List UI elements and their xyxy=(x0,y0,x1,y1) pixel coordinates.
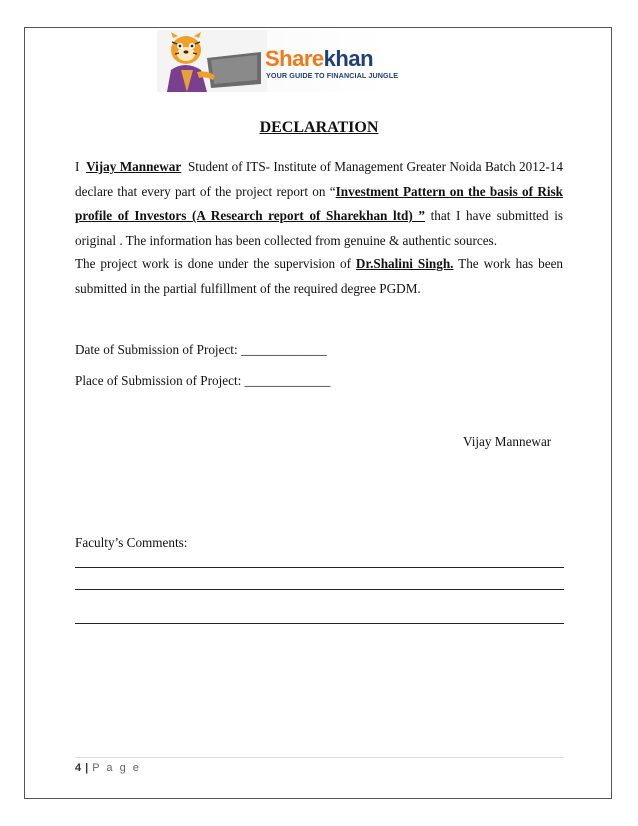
declaration-pronoun: I xyxy=(75,159,80,174)
comment-line-1 xyxy=(75,567,564,568)
faculty-comments-label: Faculty’s Comments: xyxy=(75,535,188,550)
page-label: P a g e xyxy=(92,762,141,774)
date-label: Date of Submission of Project: xyxy=(75,342,241,357)
supervision-text-b: The work has been submitted in the partial fulfillment of the required degree PGDM. xyxy=(75,256,564,296)
supervision-text-a: The project work is done under the supervision of xyxy=(75,256,356,271)
brand-name-part-a: Share xyxy=(265,46,324,71)
footer-pipe: | xyxy=(85,762,89,774)
place-label: Place of Submission of Project: xyxy=(75,373,245,388)
tiger-mascot-icon xyxy=(157,30,267,92)
declaration-paragraph xyxy=(75,155,563,253)
page-number: 4 xyxy=(75,762,82,774)
signature-name: Vijay Mannewar xyxy=(463,434,552,449)
brand-name-part-b: khan xyxy=(323,46,374,71)
page-title: DECLARATION xyxy=(259,119,379,136)
footer-separator xyxy=(75,757,564,758)
declaration-text-a: Student of ITS- Institute of Management Greater Noida Batch 2012-14 declare that every part of the project report on “ xyxy=(75,159,563,199)
place-of-submission xyxy=(75,373,330,389)
student-name: Vijay Mannewar xyxy=(86,159,182,174)
page-footer xyxy=(75,762,141,774)
sharekhan-logo xyxy=(157,30,399,90)
comment-line-3 xyxy=(75,623,564,624)
place-blank: _____________ xyxy=(244,373,331,388)
supervisor-name: Dr.Shalini Singh. xyxy=(355,256,454,271)
brand-name xyxy=(265,48,373,70)
date-blank: _____________ xyxy=(240,342,327,357)
page-border xyxy=(24,27,612,799)
brand-tagline: YOUR GUIDE TO FINANCIAL JUNGLE xyxy=(266,71,399,80)
declaration-text-b: that I have submitted is original . The information has been collected from genuine & authentic sources. xyxy=(75,208,564,248)
supervision-paragraph xyxy=(75,252,563,301)
comment-line-2 xyxy=(75,589,564,590)
date-of-submission xyxy=(75,342,327,358)
project-title: Investment Pattern on the basis of Risk profile of Investors (A Research report of Sharekhan ltd) ” xyxy=(75,183,563,223)
